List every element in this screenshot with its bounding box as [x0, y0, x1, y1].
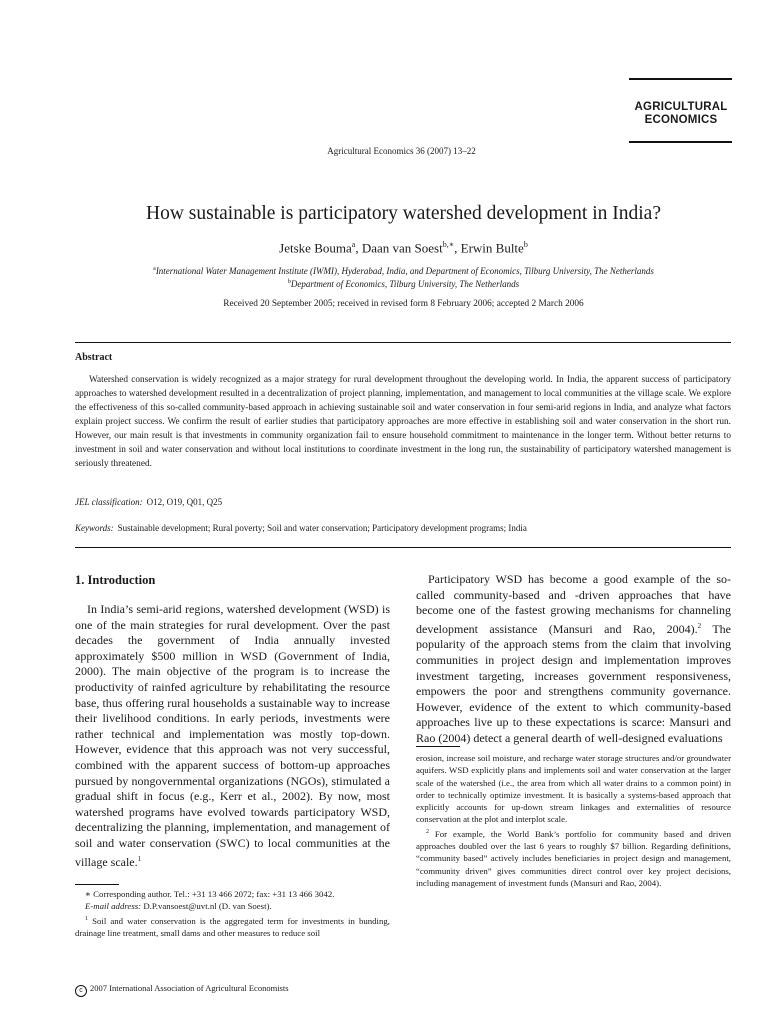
affiliation-text: Department of Economics, Tilburg University, The Netherlands — [290, 279, 520, 289]
abstract-top-rule — [75, 342, 731, 343]
jel-codes: O12, O19, Q01, Q25 — [146, 497, 223, 507]
author-affiliation-mark: b,∗ — [442, 240, 455, 249]
footnote-1-continued: erosion, increase soil moisture, and recharge water storage structures and/or groundwater aquifers. WSD explicitly plans and implements soil and water conservation at the larger scale of the watershed (i.e., the area from which all water drains to a common point) in order to technically optimize investment. It is basically a systems-based approach that explicitly accounts for up-down stream linkages and externalities of resource conservation at the plot and interplot scale. — [416, 753, 731, 825]
footnote-text: For example, the World Bank’s portfolio for community based and driven approaches doubled over the last 6 years to roughly $7 billion. Regarding definitions, “community based” actively includes beneficiaries in project design and management, “community driven” gives communities direct control over key project decisions, including management of investment funds (Mansuri and Rao, 2004). — [416, 828, 731, 888]
footnote-2 — [416, 826, 731, 889]
keywords-label: Keywords: — [75, 523, 114, 533]
author-name: Erwin Bulte — [460, 240, 524, 256]
footnote-number: 2 — [426, 828, 429, 835]
footnote-ref[interactable]: 1 — [137, 854, 142, 863]
author-list: Jetske Bouma$^a$, Daan van Soest$^{b,∗}$, Erwin Bulte$^b$ — [279, 240, 528, 256]
author-affiliation-mark: b — [523, 240, 528, 249]
received-dates: Received 20 September 2005; received in revised form 8 February 2006; accepted 2 March 2006 — [223, 299, 584, 309]
brand-rule-bottom — [629, 141, 732, 143]
brand-rule-top — [629, 78, 732, 80]
jel-label: JEL classification: — [75, 497, 143, 507]
footnote-1 — [75, 913, 390, 940]
affiliation-mark: b — [287, 279, 291, 285]
jel-classification — [75, 497, 222, 507]
affiliation-text: International Water Management Institute (IWMI), Hyderabad, India, and Department of Economics, Tilburg University, The Netherlands — [155, 266, 654, 276]
copyright-line — [75, 983, 289, 997]
journal-brand-line2: ECONOMICS — [644, 113, 718, 126]
journal-citation: Agricultural Economics 36 (2007) 13–22 — [327, 146, 476, 156]
keywords — [75, 523, 527, 533]
copyright-text: 2007 International Association of Agricultural Economists — [90, 983, 289, 993]
intro-text: Participatory WSD has become a good example of the so-called community-based and -driven approaches that have become one of the fastest growing mechanisms for channeling development assistance (Mansuri and Rao, 2004). — [416, 572, 731, 636]
email-label: E-mail address: — [85, 901, 142, 912]
article-title: How sustainable is participatory watershed development in India? — [146, 203, 661, 224]
journal-brand — [626, 101, 736, 126]
intro-text: In India’s semi-arid regions, watershed development (WSD) is one of the main strategies for rural development. Over the past decades the government of India annually invested approximately $500 million in WSD (Government of India, 2000). The main objective of the program is to increase the productivity of rainfed agriculture by rehabilitating the resource base, thus offering rural households a sustainable way to increase their livelihood conditions. In early periods, investments were rather technical and implementation was mostly top-down. However, evidence that this approach was not very successful, combined with the apparent success of bottom-up approaches pursued by nongovernmental organizations (NGOs), stimulated a gradual shift in focus (e.g., Kerr et al., 2002). By now, most watershed programs have evolved towards participatory WSD, decentralizing the planning, implementation, and management of soil and water conservation (SWC) to local communities at the village scale. — [75, 602, 390, 869]
intro-paragraph-right — [416, 572, 731, 747]
journal-brand-line1: AGRICULTURAL — [634, 101, 728, 113]
footnote-rule — [75, 884, 119, 885]
intro-paragraph-left — [75, 602, 390, 870]
footnote-rule — [416, 746, 460, 747]
author-name: Daan van Soest — [361, 240, 443, 256]
copyright-icon: c — [75, 985, 87, 997]
abstract-bottom-rule — [75, 547, 731, 548]
affiliation-a — [0, 266, 768, 276]
abstract-heading: Abstract — [75, 352, 113, 363]
intro-text: The popularity of the approach stems from the claim that involving communities in project design and implementation improves investment targeting, increases government responsiveness, empowers the poor and strengthens community governance. However, evidence of the extent to which community-based approaches live up to these expectations is scarce: Mansuri and Rao (2004) detect a general dearth of well-designed evaluations — [416, 621, 731, 745]
author-name: Jetske Bouma — [279, 240, 352, 256]
corresponding-author-note: ∗ Corresponding author. Tel.: +31 13 466 2072; fax: +31 13 466 3042. — [85, 889, 335, 899]
footnotes-right — [416, 752, 731, 889]
author-affiliation-mark: a — [351, 240, 356, 249]
section-heading-introduction: 1. Introduction — [75, 573, 156, 587]
footnote-text: Soil and water conservation is the aggregated term for investments in bunding, drainage line treatment, small dams and other measures to reduce soil — [75, 915, 390, 938]
footnote-ref[interactable]: 2 — [697, 621, 702, 630]
affiliation-b — [0, 279, 768, 289]
email-address[interactable]: D.P.vansoest@uvt.nl (D. van Soest). — [143, 901, 272, 912]
abstract-text: Watershed conservation is widely recognized as a major strategy for rural development throughout the developing world. In India, the apparent success of participatory approaches to watershed development resulted in a decentralization of project planning, implementation, and management to local communities at the village scale. We explore the effectiveness of this so-called community-based approach in achieving sustainable soil and water conservation in four semi-arid regions in India, and analyze what factors explain project success. We confirm the result of earlier studies that participatory approaches are more effective in establishing soil and water conservation in the short run. However, our main result is that investments in community organization fail to ensure household commitment to maintenance in the longer term. Without better returns to investment in soil and water conservation and without local institutions to coordinate investment in the long run, the sustainability of participatory watershed management is seriously threatened. — [75, 375, 731, 469]
footnote-number: 1 — [85, 915, 88, 922]
keywords-list: Sustainable development; Rural poverty; Soil and water conservation; Participatory development programs; India — [117, 523, 527, 533]
footnotes-left — [75, 888, 390, 939]
affiliation-mark: a — [153, 266, 156, 272]
email-note — [75, 900, 390, 912]
